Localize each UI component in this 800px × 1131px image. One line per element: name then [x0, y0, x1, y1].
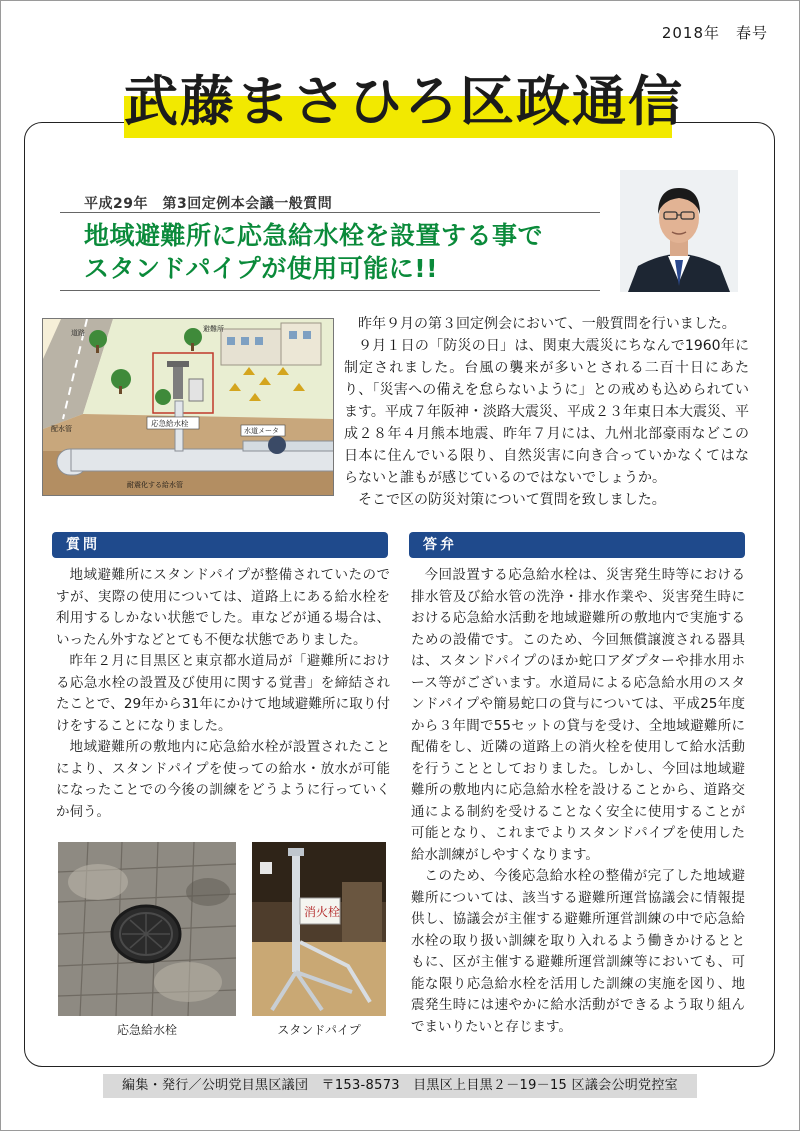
label-hydrant: 応急給水栓 — [151, 419, 189, 428]
answer-body — [411, 565, 745, 1038]
label-shelter: 避難所 — [203, 325, 224, 333]
session-label: 平成29年 第3回定例本会議一般質問 — [84, 196, 333, 212]
label-supply-pipe: 耐震化する給水管 — [127, 481, 183, 489]
question-paragraph: 昨年２月に目黒区と東京都水道局が「避難所における応急水栓の設置及び使用に関する覚書」を締結されたことで、29年から31年にかけて地域避難所に取り付けをすることになりました。 — [56, 653, 390, 734]
label-road: 道路 — [71, 329, 85, 337]
question-body — [56, 565, 390, 823]
portrait-photo — [620, 170, 738, 292]
headline-line-1: 地域避難所に応急給水栓を設置する事で — [84, 221, 544, 250]
answer-paragraph: このため、今後応急給水栓の整備が完了した地域避難所については、該当する避難所運営協議会に情報提供し、協議会が主催する避難所運営訓練の中で応急給水栓の取り扱い訓練を取り入れるよう働きかけるとともに、区が主催する避難所運営訓練等においても、可能な限り応急給水栓を活用した訓練の実施を図り、地震発生時には速やかに給水活動ができるよう取り組んでまいりたいと存じます。 — [411, 868, 745, 1035]
heading-rule-top — [60, 212, 600, 213]
issue-date: 2018年 春号 — [661, 24, 768, 42]
question-paragraph: 地域避難所の敷地内に応急給水栓が設置されたことにより、スタンドパイプを使っての給水・放水が可能になったことでの今後の訓練をどうように行っていくか伺う。 — [56, 739, 390, 820]
standpipe-photo — [252, 842, 386, 1016]
intro-text — [344, 313, 749, 511]
intro-paragraph: そこで区の防災対策について質問を致しました。 — [358, 492, 666, 508]
label-meter: 水道メータ — [244, 427, 279, 435]
label-main-pipe: 配水管 — [51, 425, 72, 433]
intro-paragraph: 昨年９月の第３回定例会において、一般質問を行いました。 — [358, 316, 736, 332]
hydrant-cover-photo — [58, 842, 236, 1016]
heading-rule-bottom — [60, 290, 600, 291]
hydrant-sign-text: 消火栓 — [304, 905, 341, 919]
answer-paragraph: 今回設置する応急給水栓は、災害発生時等における排水管及び給水管の洗浄・排水作業や、災害発生時における応急給水活動を地域避難所の敷地内で実施するための設備です。このため、今回無償譲渡される器具は、スタンドパイプのほか蛇口アダプターや排水用ホース等がございます。水道局による応急給水用のスタンドパイプや簡易蛇口の貸与については、平成25年度から３年間で55セットの貸与を受け、全地域避難所に配備をし、近隣の道路上の消火栓を使用して給水活動を行うこととしておりました。しかし、今回は地域避難所の敷地内に応急給水栓を設けることから、道路交通による制約を受けることなく安全に使用することが可能となり、これまでよりスタンドパイプを使用した給水訓練がしやすくなります。 — [411, 567, 745, 863]
headline — [84, 219, 604, 285]
water-supply-diagram — [42, 318, 334, 496]
answer-heading: 答弁 — [409, 532, 745, 558]
question-paragraph: 地域避難所にスタンドパイプが整備されていたのですが、実際の使用については、道路上にある給水栓を利用するしかない状態でした。車などが通る場合は、いったん外すなどとても不便な状態でありました。 — [56, 567, 390, 648]
headline-line-2: スタンドパイプが使用可能に!! — [84, 254, 439, 283]
photo-caption: スタンドパイプ — [277, 1023, 361, 1037]
intro-paragraph: ９月１日の「防災の日」は、関東大震災にちなんで1960年に制定されました。台風の襲来が多いとされる二百十日にあたり、「災害への備えを怠らないように」との戒めも込められています。平成７年阪神・淡路大震災、平成２３年東日本大震災、平成２８年４月熊本地震、昨年７月には、九州北部豪雨などこの日本に住んでいる限り、自然災害に向き合っていかなくてはならないと誰もが感じているのではないでしょうか。 — [344, 338, 749, 486]
photo-caption: 応急給水栓 — [116, 1023, 177, 1037]
publisher-footer: 編集・発行／公明党目黒区議団 〒153-8573 目黒区上目黒２－19－15 区議会公明党控室 — [103, 1074, 697, 1098]
newsletter-title: 武藤まさひろ区政通信 — [124, 70, 684, 133]
question-heading: 質問 — [52, 532, 388, 558]
